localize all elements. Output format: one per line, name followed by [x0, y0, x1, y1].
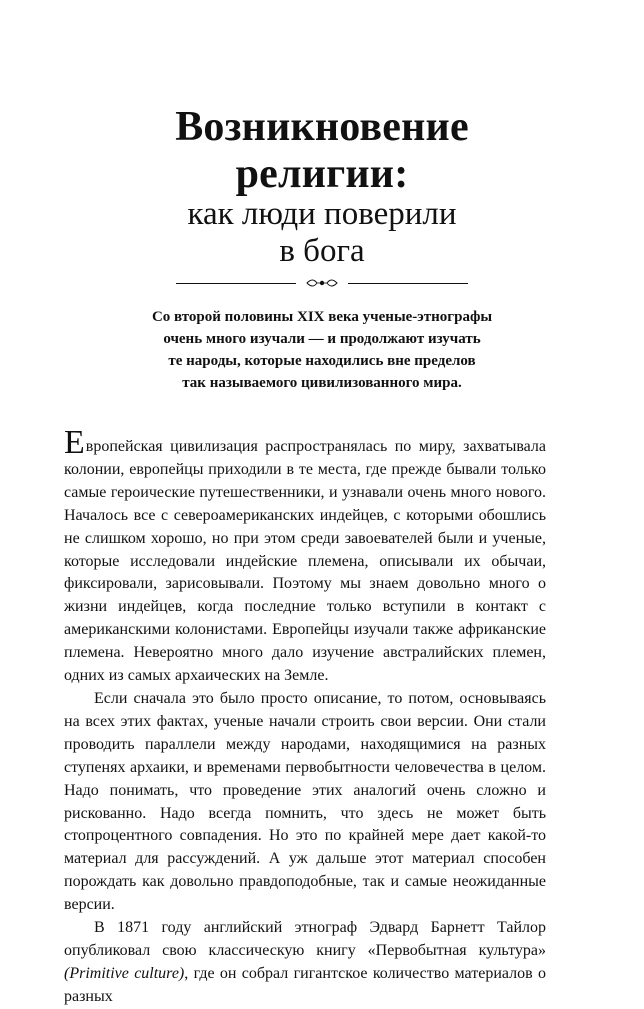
- divider-left: [176, 283, 296, 284]
- drop-cap: Е: [64, 424, 85, 461]
- fleuron-icon: [300, 274, 344, 292]
- chapter-lead: [100, 306, 544, 394]
- paragraph-3-text-b: , где он собрал гигантское количество материалов о разных: [64, 964, 546, 1005]
- paragraph-3: [64, 917, 546, 1009]
- chapter-subtitle-line1: как люди поверили: [187, 196, 457, 232]
- lead-line-1: Со второй половины XIX века ученые-этнографы: [151, 309, 493, 325]
- lead-line-2: очень много изучали — и продолжают изучать: [163, 331, 481, 347]
- paragraph-1: [64, 424, 546, 688]
- paragraph-1-text: вропейская цивилизация распространялась по миру, захватывала колонии, европейцы приходили в те места, где прежде бывали только самые героические путешественники, и узнавали очень много нового. Началось все с североамериканских индейцев, с которыми обошлись не слишком хорошо, но при этом среди завоевателей были и ученые, которые исследовали индейские племена, описывали их обычаи, фиксировали, зарисовывали. Поэтому мы знаем довольно много о жизни индейцев, когда последние только вступили в контакт с американскими колонистами. Европейцы изучали также африканские племена. Невероятно много дало изучение австралийских племен, одних из самых архаических на Земле.: [64, 438, 546, 685]
- chapter-title-line2: религии:: [235, 151, 409, 197]
- divider-right: [348, 283, 468, 284]
- chapter-subtitle: [0, 196, 644, 270]
- paragraph-3-text-a: В 1871 году английский этнограф Эдвард Барнетт Тайлор опубликовал свою классическую книгу «Первобытная культура»: [64, 919, 546, 959]
- lead-line-3: те народы, которые находились вне пределов: [168, 353, 476, 369]
- body-text: [64, 424, 546, 1009]
- lead-line-4: так называемого цивилизованного мира.: [182, 375, 462, 391]
- chapter-title-line1: Возникновение: [175, 104, 469, 150]
- chapter-subtitle-line2: в бога: [279, 233, 365, 269]
- paragraph-2: [64, 688, 546, 917]
- chapter-title: [0, 104, 644, 198]
- paragraph-3-italic: (Primitive culture): [64, 964, 185, 982]
- paragraph-2-text: Если сначала это было просто описание, то потом, основываясь на всех этих фактах, ученые начали строить свои версии. Они стали проводить параллели между народами, находящимися на разных ступенях архаики, и временами первобытности человечества в целом. Надо понимать, что проведение этих аналогий очень сложно и рискованно. Надо всегда помнить, что здесь не может быть стопроцентного совпадения. Но это по крайней мере дает какой-то материал для рассуждений. А уж дальше этот материал способен порождать как довольно правдоподобные, так и самые неожиданные версии.: [64, 689, 546, 914]
